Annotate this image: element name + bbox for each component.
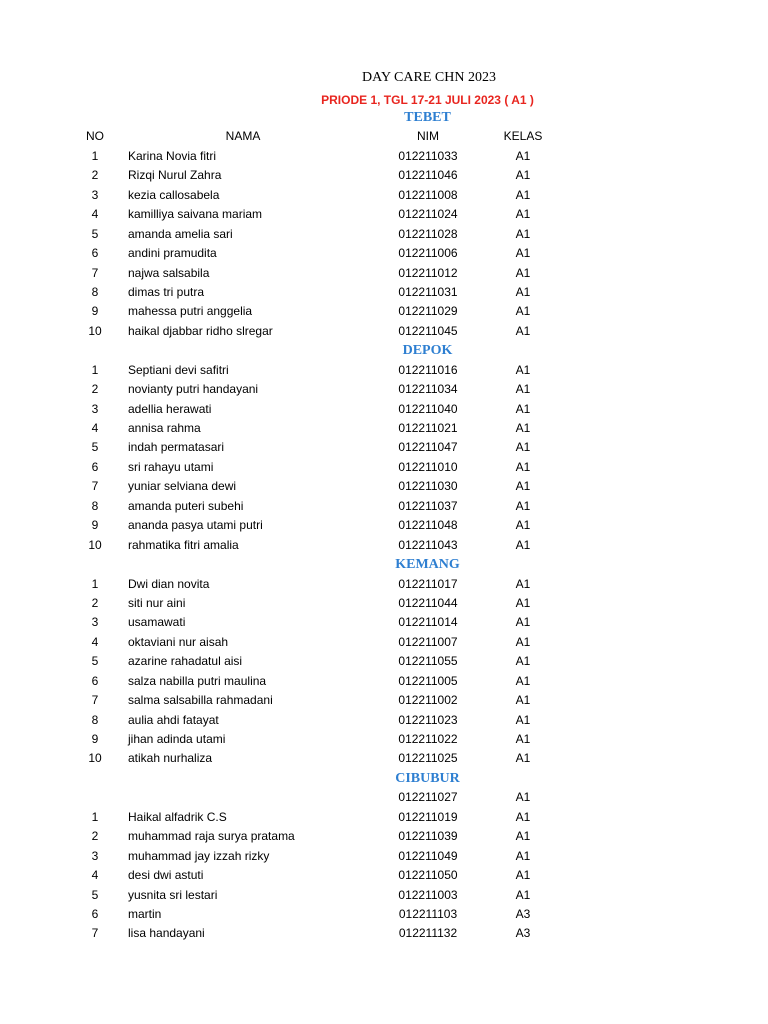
row-nim: 012211048 <box>398 518 458 533</box>
row-no: 10 <box>88 537 102 552</box>
row-nama: amanda amelia sari <box>128 226 233 241</box>
table-row <box>0 866 768 885</box>
row-nim: 012211014 <box>398 615 458 630</box>
row-nim: 012211010 <box>398 459 458 474</box>
row-kelas: A1 <box>515 265 531 280</box>
row-nama: siti nur aini <box>128 595 186 610</box>
table-row <box>0 225 768 244</box>
column-header-row <box>0 127 768 146</box>
row-kelas: A1 <box>515 848 531 863</box>
table-row <box>0 361 768 380</box>
row-nama: rahmatika fitri amalia <box>128 537 239 552</box>
row-no: 4 <box>91 207 99 222</box>
row-nama: salza nabilla putri maulina <box>128 673 267 688</box>
table-row <box>0 886 768 905</box>
row-nim: 012211031 <box>398 284 458 299</box>
row-no: 2 <box>91 829 99 844</box>
row-nim: 012211006 <box>398 246 458 261</box>
row-nim: 012211049 <box>398 848 458 863</box>
row-no: 6 <box>91 459 99 474</box>
attendance-table <box>0 108 768 944</box>
table-row <box>0 322 768 341</box>
table-body <box>0 147 768 944</box>
row-nama: andini pramudita <box>128 246 217 261</box>
row-nama: dimas tri putra <box>128 284 205 299</box>
row-no: 1 <box>91 809 99 824</box>
row-nim: 012211017 <box>398 576 458 591</box>
row-nim: 012211003 <box>398 887 458 902</box>
row-kelas: A1 <box>515 362 531 377</box>
row-no: 7 <box>91 265 99 280</box>
table-row <box>0 905 768 924</box>
row-nim: 012211103 <box>398 906 458 921</box>
row-no: 1 <box>91 362 99 377</box>
row-nim: 012211044 <box>398 595 458 610</box>
row-no: 8 <box>91 284 99 299</box>
row-kelas: A1 <box>515 148 531 163</box>
row-kelas: A1 <box>515 634 531 649</box>
row-kelas: A1 <box>515 304 531 319</box>
row-kelas: A1 <box>515 673 531 688</box>
table-row <box>0 186 768 205</box>
table-row <box>0 613 768 632</box>
row-no: 7 <box>91 926 99 941</box>
row-no: 10 <box>88 751 102 766</box>
row-no: 9 <box>91 518 99 533</box>
row-kelas: A1 <box>515 829 531 844</box>
row-nim: 012211007 <box>398 634 458 649</box>
table-row <box>0 283 768 302</box>
table-row <box>0 749 768 768</box>
row-no: 2 <box>91 382 99 397</box>
row-nama: jihan adinda utami <box>128 732 226 746</box>
row-nim: 012211027 <box>398 790 458 805</box>
table-row <box>0 380 768 399</box>
row-nim: 012211016 <box>398 362 458 377</box>
row-no: 5 <box>91 887 99 902</box>
row-no: 1 <box>91 576 99 591</box>
row-no: 4 <box>91 868 99 883</box>
row-kelas: A1 <box>515 401 531 416</box>
row-nim: 012211046 <box>398 168 458 183</box>
row-nim: 012211043 <box>398 537 458 552</box>
section-header-row <box>0 769 768 788</box>
table-row <box>0 575 768 594</box>
row-nama: yuniar selviana dewi <box>128 479 237 494</box>
table-row <box>0 438 768 457</box>
row-nama: Dwi dian novita <box>128 576 210 591</box>
row-kelas: A1 <box>515 440 531 455</box>
row-nama: martin <box>128 906 162 921</box>
row-no: 9 <box>91 304 99 319</box>
table-row <box>0 458 768 477</box>
row-no: 8 <box>91 712 99 727</box>
header-no: NO <box>86 129 104 144</box>
row-nim: 012211021 <box>398 421 458 435</box>
row-kelas: A1 <box>515 421 531 435</box>
row-nama: muhammad jay izzah rizky <box>128 848 270 863</box>
table-row <box>0 516 768 535</box>
row-nama: Septiani devi safitri <box>128 362 229 377</box>
row-nama: Karina Novia fitri <box>128 148 217 163</box>
row-kelas: A1 <box>515 207 531 222</box>
row-no: 3 <box>91 401 99 416</box>
table-row <box>0 166 768 185</box>
row-kelas: A1 <box>515 518 531 533</box>
table-row <box>0 808 768 827</box>
row-nama: adellia herawati <box>128 401 212 416</box>
table-row <box>0 147 768 166</box>
row-nim: 012211024 <box>398 207 458 222</box>
table-row <box>0 633 768 652</box>
row-nim: 012211002 <box>398 693 458 708</box>
row-kelas: A3 <box>515 926 531 941</box>
row-nama: Haikal alfadrik C.S <box>128 809 227 824</box>
row-kelas: A1 <box>515 576 531 591</box>
row-nama: mahessa putri anggelia <box>128 304 253 319</box>
page-subtitle: PRIODE 1, TGL 17-21 JULI 2023 ( A1 ) <box>321 93 534 107</box>
row-nim: 012211019 <box>398 809 458 824</box>
row-kelas: A1 <box>515 187 531 202</box>
table-row <box>0 672 768 691</box>
table-row <box>0 730 768 749</box>
table-row <box>0 594 768 613</box>
table-row <box>0 536 768 555</box>
row-kelas: A1 <box>515 809 531 824</box>
row-nama: salma salsabilla rahmadani <box>128 693 273 708</box>
row-nama: oktaviani nur aisah <box>128 634 229 649</box>
section-header-row <box>0 555 768 574</box>
row-kelas: A1 <box>515 382 531 397</box>
row-nim: 012211022 <box>398 732 458 746</box>
row-no: 2 <box>91 168 99 183</box>
section-header-row <box>0 341 768 360</box>
row-nim: 012211033 <box>398 148 458 163</box>
row-nama: ananda pasya utami putri <box>128 518 263 533</box>
row-no: 9 <box>91 732 99 746</box>
row-kelas: A1 <box>515 654 531 669</box>
row-nim: 012211012 <box>398 265 458 280</box>
row-nama: usamawati <box>128 615 186 630</box>
table-row <box>0 711 768 730</box>
table-row <box>0 497 768 516</box>
row-kelas: A1 <box>515 693 531 708</box>
row-no: 5 <box>91 226 99 241</box>
row-nama: desi dwi astuti <box>128 868 204 883</box>
section-title: DEPOK <box>402 343 453 359</box>
section-title: TEBET <box>404 110 451 125</box>
row-kelas: A1 <box>515 868 531 883</box>
row-no: 8 <box>91 498 99 513</box>
row-kelas: A1 <box>515 732 531 746</box>
table-row <box>0 827 768 846</box>
row-nim: 012211050 <box>398 868 458 883</box>
row-no: 1 <box>91 148 99 163</box>
row-nim: 012211023 <box>398 712 458 727</box>
row-nim: 012211034 <box>398 382 458 397</box>
row-nama: kezia callosabela <box>128 187 220 202</box>
page-title: DAY CARE CHN 2023 <box>362 70 496 85</box>
row-nim: 012211028 <box>398 226 458 241</box>
row-nim: 012211132 <box>398 926 458 941</box>
row-nama: Rizqi Nurul Zahra <box>128 168 222 183</box>
row-no: 2 <box>91 595 99 610</box>
row-no: 7 <box>91 479 99 494</box>
table-row <box>0 205 768 224</box>
row-kelas: A3 <box>515 906 531 921</box>
row-kelas: A1 <box>515 323 531 338</box>
row-nama: najwa salsabila <box>128 265 210 280</box>
row-no: 7 <box>91 693 99 708</box>
row-kelas: A1 <box>515 284 531 299</box>
row-kelas: A1 <box>515 790 531 805</box>
header-kelas: KELAS <box>503 129 543 144</box>
table-row <box>0 691 768 710</box>
row-nama: azarine rahadatul aisi <box>128 654 243 669</box>
row-kelas: A1 <box>515 537 531 552</box>
section-header-row <box>0 108 768 127</box>
row-no: 6 <box>91 673 99 688</box>
row-nim: 012211030 <box>398 479 458 494</box>
row-nim: 012211040 <box>398 401 458 416</box>
row-kelas: A1 <box>515 479 531 494</box>
row-no: 6 <box>91 246 99 261</box>
row-nim: 012211055 <box>398 654 458 669</box>
row-nim: 012211039 <box>398 829 458 844</box>
table-row <box>0 477 768 496</box>
table-row <box>0 652 768 671</box>
table-row <box>0 924 768 943</box>
row-kelas: A1 <box>515 712 531 727</box>
row-no: 10 <box>88 323 102 338</box>
table-row <box>0 302 768 321</box>
row-nama: haikal djabbar ridho slregar <box>128 323 273 338</box>
row-kelas: A1 <box>515 615 531 630</box>
row-nama: yusnita sri lestari <box>128 887 218 902</box>
row-nama: novianty putri handayani <box>128 382 259 397</box>
row-nama: annisa rahma <box>128 421 201 435</box>
row-no: 5 <box>91 440 99 455</box>
row-kelas: A1 <box>515 226 531 241</box>
row-no: 6 <box>91 906 99 921</box>
table-row <box>0 788 768 807</box>
row-no: 5 <box>91 654 99 669</box>
row-no: 3 <box>91 187 99 202</box>
table-row <box>0 847 768 866</box>
row-nama: lisa handayani <box>128 926 205 941</box>
row-nama: atikah nurhaliza <box>128 751 213 766</box>
row-nim: 012211008 <box>398 187 458 202</box>
row-no: 4 <box>91 634 99 649</box>
row-no: 3 <box>91 848 99 863</box>
row-no: 4 <box>91 421 99 435</box>
row-nama: kamilliya saivana mariam <box>128 207 263 222</box>
row-nim: 012211047 <box>398 440 458 455</box>
row-nim: 012211037 <box>398 498 458 513</box>
table-row <box>0 400 768 419</box>
row-kelas: A1 <box>515 751 531 766</box>
section-title: CIBUBUR <box>395 770 460 786</box>
header-nim: NIM <box>417 129 439 144</box>
row-nim: 012211025 <box>398 751 458 766</box>
row-kelas: A1 <box>515 459 531 474</box>
row-nama: sri rahayu utami <box>128 459 214 474</box>
row-nim: 012211045 <box>398 323 458 338</box>
row-no: 3 <box>91 615 99 630</box>
table-row <box>0 264 768 283</box>
row-nama: muhammad raja surya pratama <box>128 829 295 844</box>
row-kelas: A1 <box>515 498 531 513</box>
row-nama: indah permatasari <box>128 440 225 455</box>
row-kelas: A1 <box>515 595 531 610</box>
row-nim: 012211005 <box>398 673 458 688</box>
row-nim: 012211029 <box>398 304 458 319</box>
header-nama: NAMA <box>225 129 261 144</box>
row-kelas: A1 <box>515 887 531 902</box>
row-kelas: A1 <box>515 246 531 261</box>
row-nama: amanda puteri subehi <box>128 498 244 513</box>
section-title: KEMANG <box>395 557 460 573</box>
row-nama: aulia ahdi fatayat <box>128 712 219 727</box>
table-row <box>0 419 768 438</box>
table-row <box>0 244 768 263</box>
row-kelas: A1 <box>515 168 531 183</box>
